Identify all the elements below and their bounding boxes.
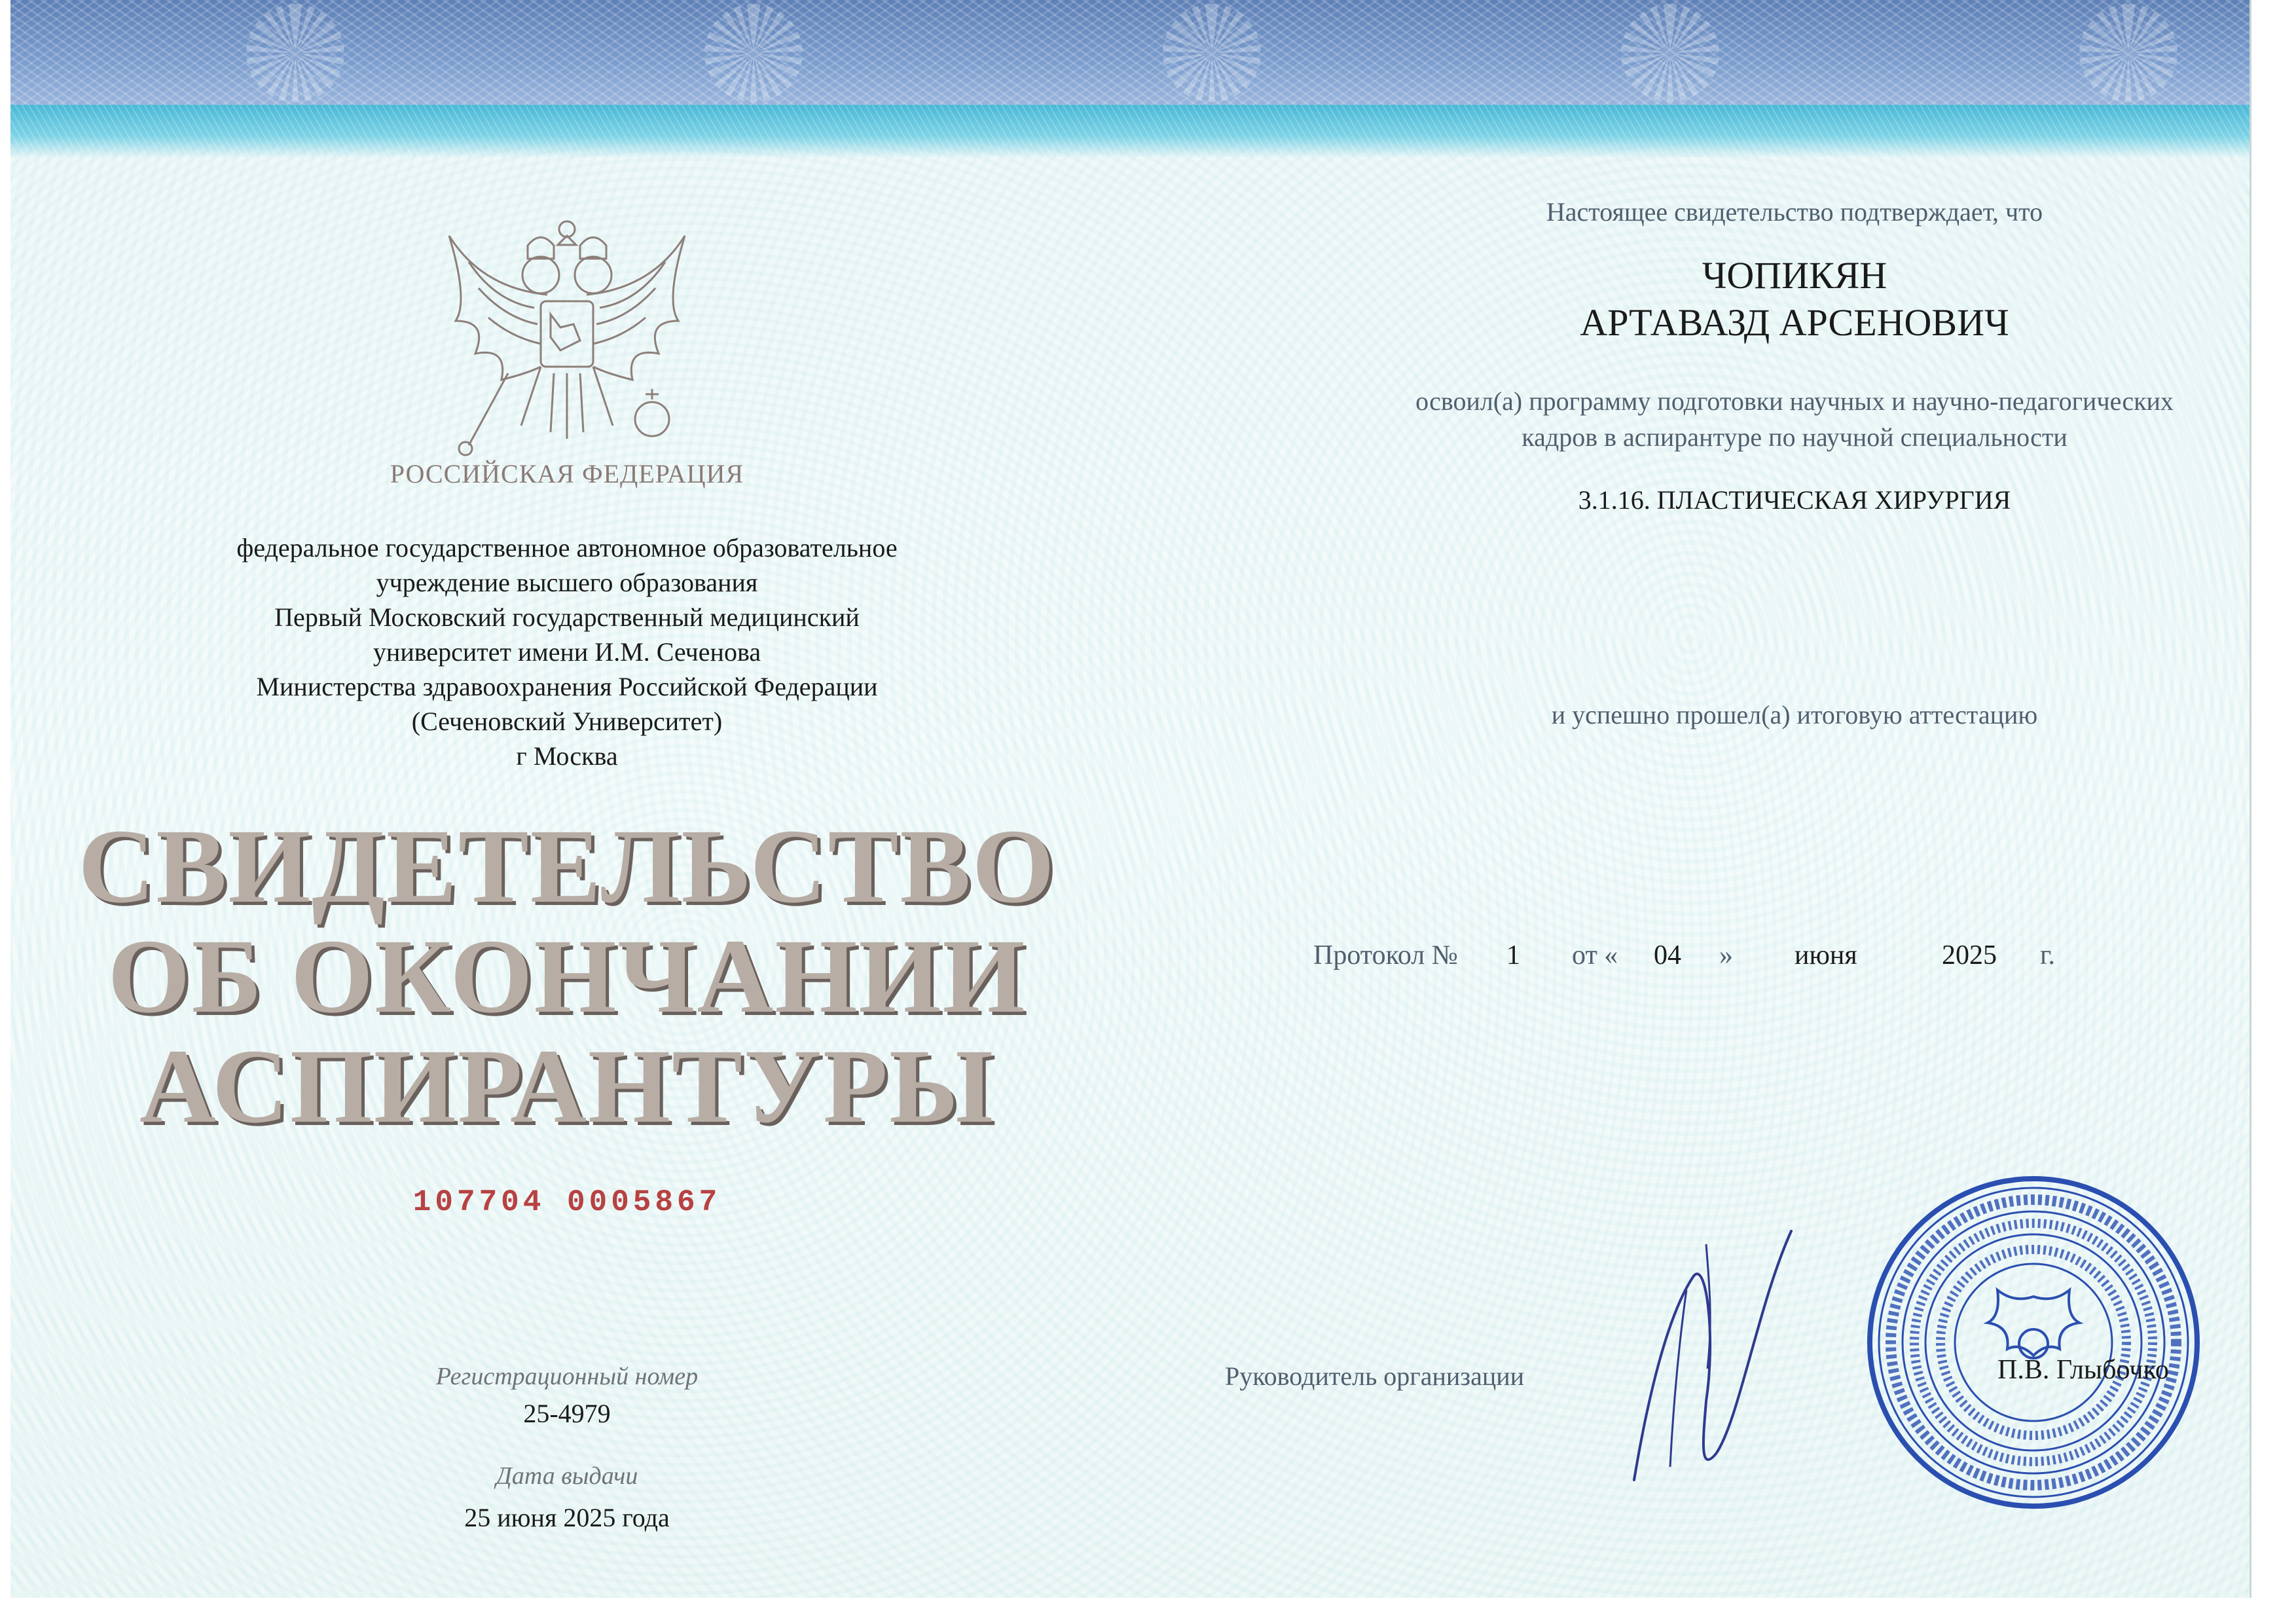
issue-date-value: 25 июня 2025 года <box>464 1503 670 1532</box>
title-line: СВИДЕТЕЛЬСТВО <box>78 808 1056 925</box>
title-line: ОБ ОКОНЧАНИИ <box>107 918 1027 1035</box>
graduate-name <box>1287 252 2296 346</box>
program-text <box>1189 383 2296 455</box>
institution-line: университет имени И.М. Сеченова <box>373 637 761 667</box>
institution-block <box>109 530 1025 773</box>
guilloche-band <box>10 0 2250 157</box>
surname: ЧОПИКЯН <box>1702 254 1887 297</box>
title-line: АСПИРАНТУРЫ <box>139 1028 995 1145</box>
serial-number: 107704 0005867 <box>412 1185 721 1219</box>
protocol-year: 2025 <box>1942 940 1997 970</box>
certificate-sheet <box>10 0 2251 1598</box>
emblem-icon <box>429 210 704 471</box>
institution-line: Министерства здравоохранения Российской Федерации <box>256 672 878 701</box>
signature-icon <box>1608 1205 1804 1493</box>
head-name: П.В. Глыбочко <box>1997 1355 2169 1385</box>
institution-line: г Москва <box>516 741 618 771</box>
institution-line: федеральное государственное автономное образовательное <box>236 533 898 563</box>
rosette-ornament <box>1621 4 1719 102</box>
protocol-day: 04 <box>1654 940 1681 970</box>
program-line: освоил(а) программу подготовки научных и научно-педагогических <box>1415 386 2174 416</box>
rosette-ornament <box>704 4 803 102</box>
registration-value: 25-4979 <box>523 1399 611 1428</box>
country-name: РОССИЙСКАЯ ФЕДЕРАЦИЯ <box>390 459 744 489</box>
protocol-number: 1 <box>1506 940 1520 970</box>
rosette-ornament <box>2079 4 2178 102</box>
issue-date-label: Дата выдачи <box>496 1462 638 1490</box>
protocol-close-quote: » <box>1719 940 1733 970</box>
document-title <box>76 808 1058 1145</box>
attestation-text: и успешно прошел(а) итоговую аттестацию <box>1551 700 2038 729</box>
specialty: 3.1.16. ПЛАСТИЧЕСКАЯ ХИРУРГИЯ <box>1578 485 2011 515</box>
institution-line: (Сеченовский Университет) <box>411 707 723 736</box>
program-line: кадров в аспирантуре по научной специальности <box>1522 422 2068 452</box>
stamp-icon <box>1863 1172 2204 1513</box>
institution-line: учреждение высшего образования <box>376 568 758 597</box>
given-names: АРТАВАЗД АРСЕНОВИЧ <box>1580 301 2009 344</box>
protocol-from-label: от « <box>1572 940 1618 970</box>
protocol-month: июня <box>1795 940 1857 970</box>
protocol-label: Протокол № <box>1313 940 1458 970</box>
registration-label: Регистрационный номер <box>435 1363 699 1390</box>
confirm-text: Настоящее свидетельство подтверждает, что <box>1546 197 2043 227</box>
rosette-ornament <box>1163 4 1261 102</box>
rosette-ornament <box>246 4 344 102</box>
institution-line: Первый Московский государственный медицинский <box>274 602 860 632</box>
protocol-year-suffix: г. <box>2040 940 2055 970</box>
head-label: Руководитель организации <box>1225 1361 1525 1391</box>
